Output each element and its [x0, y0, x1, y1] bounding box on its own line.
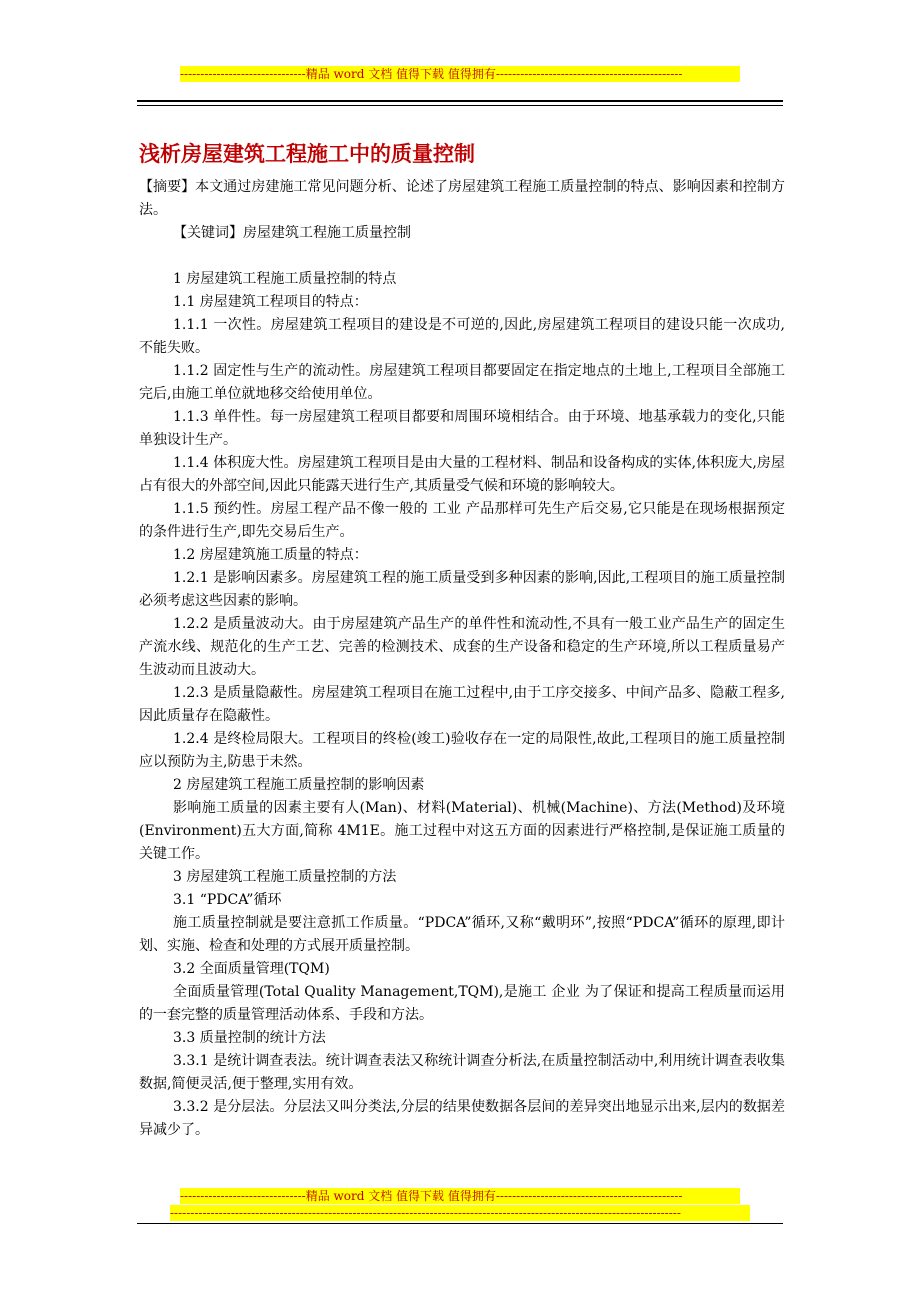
- document-body: [139, 176, 785, 1142]
- section-heading: 1 房屋建筑工程施工质量控制的特点: [173, 271, 397, 287]
- subsection-heading: 1.1 房屋建筑工程项目的特点：: [173, 294, 368, 310]
- header-rule-thick: [137, 100, 783, 102]
- abstract: 【摘要】本文通过房建施工常见问题分析、论述了房屋建筑工程施工质量控制的特点、影响因素和控制方法。: [139, 179, 785, 218]
- paragraph: 1.1.1 一次性。房屋建筑工程项目的建设是不可逆的,因此,房屋建筑工程项目的建设只能一次成功,不能失败。: [139, 317, 785, 356]
- header-rule-thin: [137, 105, 783, 106]
- paragraph: 3.3.2 是分层法。分层法又叫分类法,分层的结果使数据各层间的差异突出地显示出来,层内的数据差异减少了。: [139, 1099, 785, 1138]
- paragraph: 全面质量管理(Total Quality Management,TQM),是施工 企业 为了保证和提高工程质量而运用的一套完整的质量管理活动体系、手段和方法。: [139, 984, 785, 1023]
- paragraph: 1.2.4 是终检局限大。工程项目的终检(竣工)验收存在一定的局限性,故此,工程项目的施工质量控制应以预防为主,防患于未然。: [139, 731, 785, 770]
- paragraph: 3.3.1 是统计调查表法。统计调查表法又称统计调查分析法,在质量控制活动中,利用统计调查表收集数据,简便灵活,便于整理,实用有效。: [139, 1053, 785, 1092]
- subsection-heading: 1.2 房屋建筑施工质量的特点：: [173, 547, 368, 563]
- page-title: 浅析房屋建筑工程施工中的质量控制: [139, 142, 475, 166]
- subsection-heading: 3.3 质量控制的统计方法: [173, 1030, 326, 1046]
- section-heading: 2 房屋建筑工程施工质量控制的影响因素: [173, 777, 425, 793]
- paragraph: 1.2.2 是质量波动大。由于房屋建筑产品生产的单件性和流动性,不具有一般工业产品生产的固定生产流水线、规范化的生产工艺、完善的检测技术、成套的生产设备和稳定的生产环境,所以工程质量易产生波动而且波动大。: [139, 616, 785, 678]
- paragraph: 1.1.5 预约性。房屋工程产品不像一般的 工业 产品那样可先生产后交易,它只能是在现场根据预定的条件进行生产,即先交易后生产。: [139, 501, 785, 540]
- paragraph: 影响施工质量的因素主要有人(Man)、材料(Material)、机械(Machine)、方法(Method)及环境(Environment)五大方面,简称 4M1E。施工过程中对这五方面的因素进行严格控制,是保证施工质量的关键工作。: [139, 800, 785, 862]
- footer-banner: -------------------------------精品 word 文档 值得下载 值得拥有----------------------------------------------: [180, 1188, 740, 1204]
- paragraph: 1.1.3 单件性。每一房屋建筑工程项目都要和周围环境相结合。由于环境、地基承载力的变化,只能单独设计生产。: [139, 409, 785, 448]
- paragraph: 1.1.2 固定性与生产的流动性。房屋建筑工程项目都要固定在指定地点的土地上,工程项目全部施工完后,由施工单位就地移交给使用单位。: [139, 363, 785, 402]
- footer-rule: [137, 1223, 783, 1224]
- paragraph: 1.2.3 是质量隐蔽性。房屋建筑工程项目在施工过程中,由于工序交接多、中间产品多、隐蔽工程多,因此质量存在隐蔽性。: [139, 685, 785, 724]
- paragraph: 1.1.4 体积庞大性。房屋建筑工程项目是由大量的工程材料、制品和设备构成的实体,体积庞大,房屋占有很大的外部空间,因此只能露天进行生产,其质量受气候和环境的影响较大。: [139, 455, 785, 494]
- footer-dashes: ------------------------------------------------------------------------------------------------------------------------------: [170, 1205, 750, 1221]
- paragraph: 施工质量控制就是要注意抓工作质量。“PDCA”循环,又称“戴明环”,按照“PDCA”循环的原理,即计划、实施、检查和处理的方式展开质量控制。: [139, 915, 785, 954]
- keywords: 【关键词】房屋建筑工程施工质量控制: [173, 225, 411, 241]
- paragraph-spacer: [139, 245, 785, 268]
- subsection-heading: 3.1 “PDCA”循环: [173, 892, 282, 908]
- section-heading: 3 房屋建筑工程施工质量控制的方法: [173, 869, 397, 885]
- subsection-heading: 3.2 全面质量管理(TQM): [173, 961, 330, 977]
- header-banner: -------------------------------精品 word 文档 值得下载 值得拥有----------------------------------------------: [180, 66, 740, 82]
- paragraph: 1.2.1 是影响因素多。房屋建筑工程的施工质量受到多种因素的影响,因此,工程项目的施工质量控制必须考虑这些因素的影响。: [139, 570, 785, 609]
